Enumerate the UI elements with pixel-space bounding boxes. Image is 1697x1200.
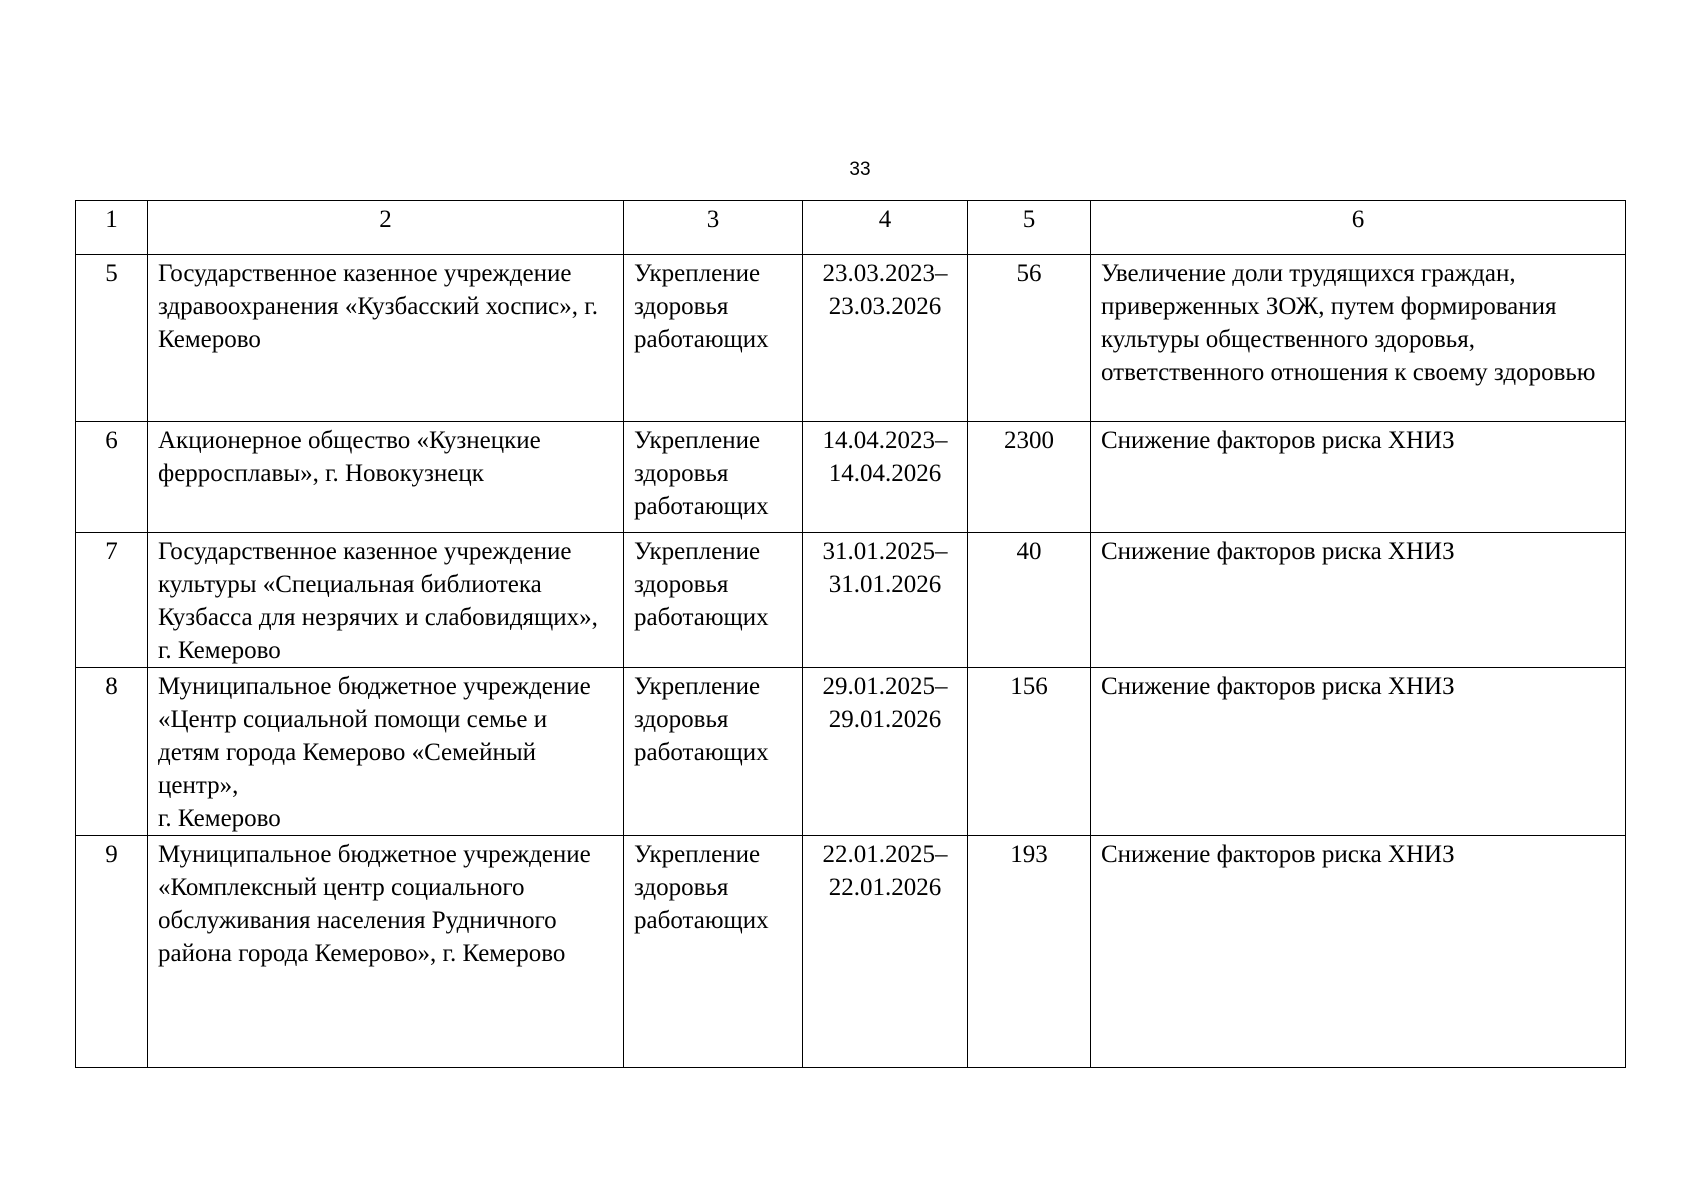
organization-cell: Государственное казенное учреждение культуры «Специальная библиотека Кузбасса для незрячих и слабовидящих», г. Кемерово — [148, 533, 624, 668]
period-cell: 22.01.2025– 22.01.2026 — [803, 836, 968, 1068]
count-cell: 40 — [968, 533, 1091, 668]
result-cell: Снижение факторов риска ХНИЗ — [1091, 836, 1626, 1068]
table-row — [76, 422, 1626, 533]
table-row — [76, 668, 1626, 836]
period-cell: 31.01.2025– 31.01.2026 — [803, 533, 968, 668]
result-cell: Увеличение доли трудящихся граждан, приверженных ЗОЖ, путем формирования культуры общественного здоровья, ответственного отношения к своему здоровью — [1091, 255, 1626, 422]
header-cell-1: 1 — [76, 201, 148, 255]
program-cell: Укрепление здоровья работающих — [624, 422, 803, 533]
row-number: 5 — [76, 255, 148, 422]
organization-cell: Акционерное общество «Кузнецкие ферросплавы», г. Новокузнецк — [148, 422, 624, 533]
header-cell-6: 6 — [1091, 201, 1626, 255]
table-row — [76, 533, 1626, 668]
period-cell: 23.03.2023– 23.03.2026 — [803, 255, 968, 422]
row-number: 9 — [76, 836, 148, 1068]
header-cell-3: 3 — [624, 201, 803, 255]
header-cell-4: 4 — [803, 201, 968, 255]
table-row — [76, 836, 1626, 1068]
row-number: 7 — [76, 533, 148, 668]
result-cell: Снижение факторов риска ХНИЗ — [1091, 668, 1626, 836]
table-header-row — [76, 201, 1626, 255]
organization-cell: Муниципальное бюджетное учреждение «Центр социальной помощи семье и детям города Кемерово «Семейный центр», г. Кемерово — [148, 668, 624, 836]
count-cell: 56 — [968, 255, 1091, 422]
row-number: 6 — [76, 422, 148, 533]
result-cell: Снижение факторов риска ХНИЗ — [1091, 422, 1626, 533]
count-cell: 2300 — [968, 422, 1091, 533]
count-cell: 193 — [968, 836, 1091, 1068]
program-cell: Укрепление здоровья работающих — [624, 533, 803, 668]
data-table — [75, 200, 1626, 1068]
count-cell: 156 — [968, 668, 1091, 836]
organization-cell: Муниципальное бюджетное учреждение «Комплексный центр социального обслуживания населения Рудничного района города Кемерово», г. Кемерово — [148, 836, 624, 1068]
program-cell: Укрепление здоровья работающих — [624, 255, 803, 422]
program-cell: Укрепление здоровья работающих — [624, 668, 803, 836]
header-cell-5: 5 — [968, 201, 1091, 255]
period-cell: 29.01.2025– 29.01.2026 — [803, 668, 968, 836]
page-number: 33 — [849, 159, 871, 180]
result-cell: Снижение факторов риска ХНИЗ — [1091, 533, 1626, 668]
row-number: 8 — [76, 668, 148, 836]
program-cell: Укрепление здоровья работающих — [624, 836, 803, 1068]
organization-cell: Государственное казенное учреждение здравоохранения «Кузбасский хоспис», г. Кемерово — [148, 255, 624, 422]
table-row — [76, 255, 1626, 422]
header-cell-2: 2 — [148, 201, 624, 255]
period-cell: 14.04.2023– 14.04.2026 — [803, 422, 968, 533]
